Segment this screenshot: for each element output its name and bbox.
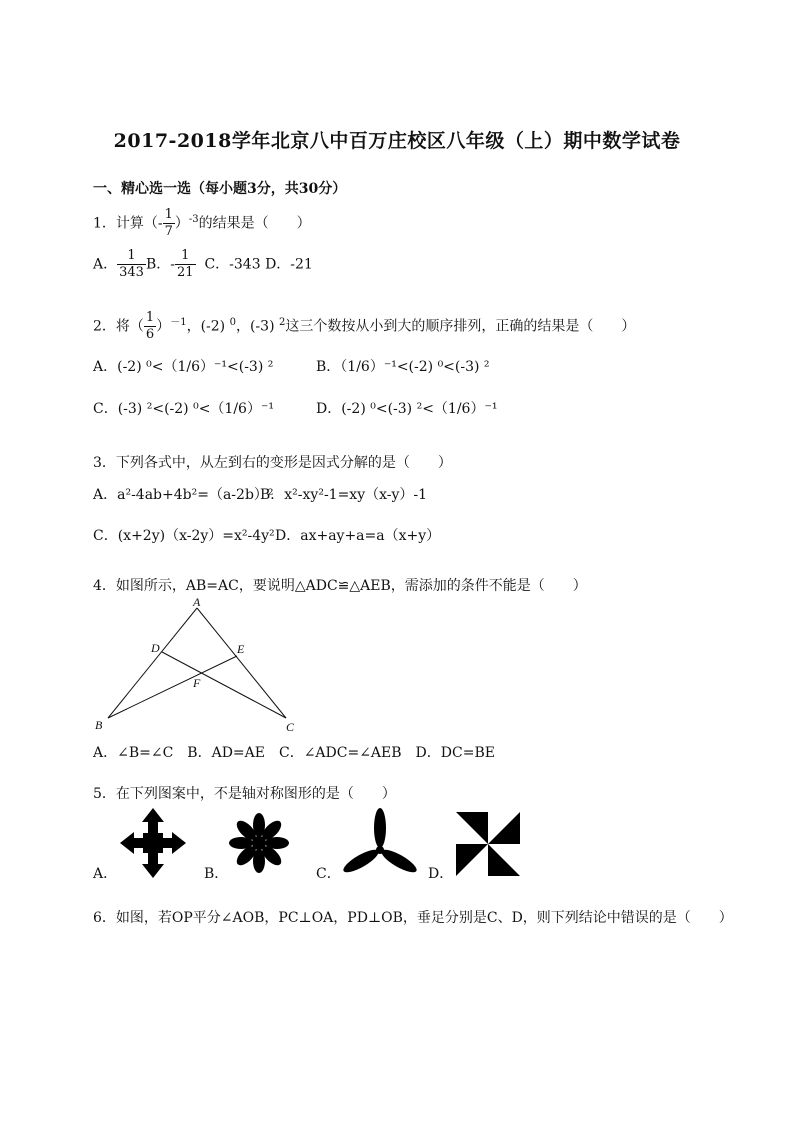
fraction-denominator: 21 (176, 265, 194, 280)
fraction (144, 310, 156, 343)
q5-option-d: D． (428, 866, 454, 882)
fraction (163, 207, 175, 240)
fraction-numerator: 1 (117, 248, 146, 265)
pinwheel-icon (456, 812, 520, 876)
question-2-option-c: C．(-3) ²<(-2) ⁰<（1/6）⁻¹ (93, 401, 274, 417)
question-1: 1．计算（- $\frac{1}{7}$ ）$^{-3}$的结果是（ ） (93, 207, 311, 239)
arrows-cross-icon (120, 808, 190, 878)
propeller-icon (340, 808, 420, 880)
q2-suffix: 这三个数按从小到大的顺序排列，正确的结果是（ ） (285, 318, 636, 335)
question-6: 6．如图，若OP平分∠AOB，PC⊥OA，PD⊥OB，垂足分别是C、D，则下列结论中错误的是（ ） (93, 910, 733, 926)
question-5: 5．在下列图案中，不是轴对称图形的是（ ） (93, 786, 396, 802)
question-3-option-d: D．ax+ay+a=a（x+y） (275, 528, 441, 544)
exponent: 0 (229, 316, 236, 328)
fraction-denominator: 6 (145, 327, 155, 342)
exponent: 2 (278, 316, 286, 328)
label-e: E (237, 642, 245, 656)
q2-mid2: ，(-3) (235, 318, 279, 335)
fraction-denominator: 343 (119, 265, 144, 280)
option-a-fraction (117, 248, 146, 281)
label-c: C (286, 720, 295, 734)
fraction-numerator: 1 (175, 248, 196, 265)
q1-suffix: 的结果是（ ） (198, 215, 311, 232)
question-2-option-a: A．(-2) ⁰<（1/6）⁻¹<(-3) ² (93, 359, 274, 375)
question-2-option-d: D．(-2) ⁰<(-3) ²<（1/6）⁻¹ (316, 401, 498, 417)
option-d: D．-21 (265, 256, 313, 273)
exponent: －1 (170, 316, 187, 328)
fraction-numerator: 1 (164, 207, 173, 222)
question-2: 2．将（ $\frac{1}{6}$ ）$^{-1}$，(-2) $^0$，(-3) $^2$这三个数按从小到大的顺序排列，正确的结果是（ ） (93, 310, 636, 342)
triangle-figure (90, 596, 310, 738)
line-ac (197, 608, 286, 718)
question-4-options: A．∠B=∠C B．AD=AE C．∠ADC=∠AEB D．DC=BE (93, 745, 495, 761)
q2-mid: ，(-2) (186, 318, 230, 335)
question-3-option-c: C．(x+2y)（x-2y）=x²-4y² (93, 528, 275, 544)
option-c: C．-343 (204, 256, 261, 273)
option-b-fraction (175, 248, 196, 281)
option-a-label: A． (93, 256, 118, 273)
line-eb (108, 656, 237, 718)
question-3-option-b: B．x²-xy²-1=xy（x-y）-1 (260, 487, 428, 503)
exponent: -3 (188, 213, 199, 225)
fraction-denominator: 7 (164, 224, 173, 239)
question-3: 3．下列各式中，从左到右的变形是因式分解的是（ ） (93, 455, 452, 471)
q5-option-b: B． (204, 866, 229, 882)
section-heading: 一、精心选一选（每小题3分，共30分） (93, 181, 347, 197)
page-title: 2017-2018学年北京八中百万庄校区八年级（上）期中数学试卷 (113, 130, 681, 152)
q1-prefix: 1．计算（- (93, 215, 163, 232)
q2-prefix: 2．将（ (93, 318, 144, 335)
q5-option-a: A． (93, 866, 118, 882)
question-1-options (93, 248, 313, 281)
label-d: D (151, 641, 160, 655)
fraction-numerator: 1 (145, 310, 155, 325)
option-b-label: B．- (145, 256, 175, 273)
flower-icon (228, 812, 290, 874)
question-2-option-b: B．（1/6）⁻¹<(-2) ⁰<(-3) ² (316, 359, 490, 375)
question-3-option-a: A．a²-4ab+4b²=（a-2b）² (93, 487, 274, 503)
question-4: 4．如图所示，AB=AC，要说明△ADC≌△AEB，需添加的条件不能是（ ） (93, 578, 587, 594)
label-f: F (193, 676, 201, 690)
q5-option-c: C． (316, 866, 341, 882)
label-b: B (95, 718, 103, 732)
label-a: A (193, 596, 201, 609)
